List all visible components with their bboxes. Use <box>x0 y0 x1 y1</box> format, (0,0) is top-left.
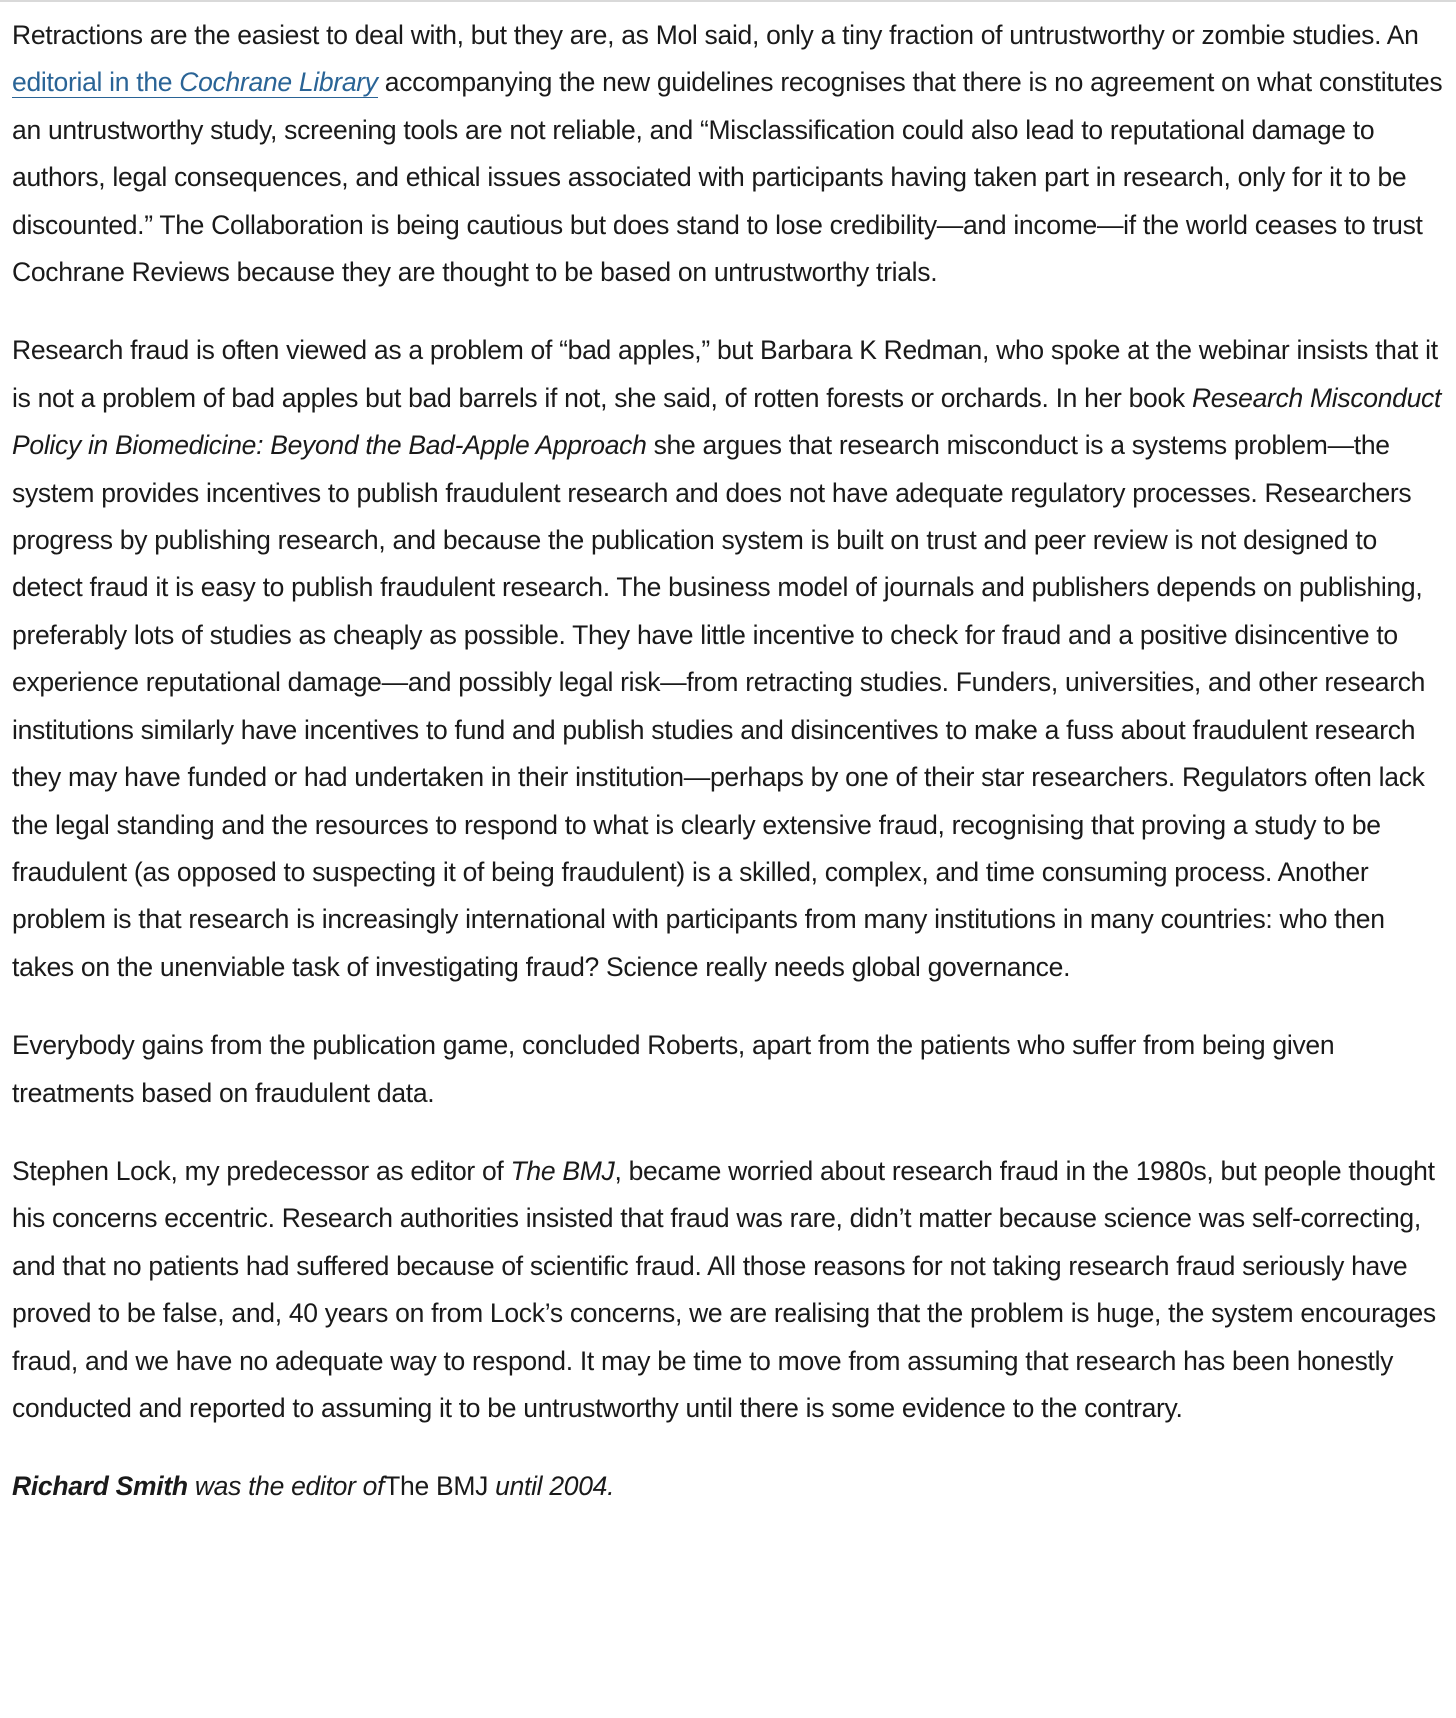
paragraph-text: accompanying the new guidelines recognises that there is no agreement on what constitutes an untrustworthy study, screening tools are not reliable, and “Misclassification could also lead to reputational damage to authors, legal consequences, and ethical issues associated with participants having taken part in research, only for it to be discounted.” The Collaboration is being cautious but does stand to lose credibility—and income—if the world ceases to trust Cochrane Reviews because they are thought to be based on untrustworthy trials. <box>12 67 1443 288</box>
top-divider <box>0 0 1456 2</box>
author-name: Richard Smith <box>12 1471 188 1502</box>
article-body <box>12 12 1444 1511</box>
paragraph-text: , became worried about research fraud in the 1980s, but people thought his concerns eccentric. Research authorities insisted that fraud was rare, didn’t matter because science was self-correcting, and that no patients had suffered because of scientific fraud. All those reasons for not taking research fraud seriously have proved to be false, and, 40 years on from Lock’s concerns, we are realising that the problem is huge, the system encourages fraud, and we have no adequate way to respond. It may be time to move from assuming that research has been honestly conducted and reported to assuming it to be untrustworthy until there is some evidence to the contrary. <box>12 1155 1436 1423</box>
link-text: editorial in the <box>12 67 180 98</box>
book-title: Research Misconduct Policy in Biomedicine: Beyond the Bad-Apple Approach <box>12 382 1442 461</box>
paragraph-text: she argues that research misconduct is a systems problem—the system provides incentives to publish fraudulent research and does not have adequate regulatory processes. Researchers progress by publishing research, and because the publication system is built on trust and peer review is not designed to detect fraud it is easy to publish fraudulent research. The business model of journals and publishers depends on publishing, preferably lots of studies as cheaply as possible. They have little incentive to check for fraud and a positive disincentive to experience reputational damage—and possibly legal risk—from retracting studies. Funders, universities, and other research institutions similarly have incentives to fund and publish studies and disincentives to make a fuss about fraudulent research they may have funded or had undertaken in their institution—perhaps by one of their star researchers. Regulators often lack the legal standing and the resources to respond to what is clearly extensive fraud, recognising that proving a study to be fraudulent (as opposed to suspecting it of being fraudulent) is a skilled, complex, and time consuming process. Another problem is that research is increasingly international with participants from many institutions in many countries: who then takes on the unenviable task of investigating fraud? Science really needs global governance. <box>12 430 1426 982</box>
paragraph-text: Stephen Lock, my predecessor as editor of <box>12 1155 511 1186</box>
paragraph-text: Research fraud is often viewed as a problem of “bad apples,” but Barbara K Redman, who spoke at the webinar insists that it is not a problem of bad apples but bad barrels if not, she said, of rotten forests or orchards. In her book <box>12 335 1438 413</box>
byline-text: was the editor of <box>187 1471 385 1502</box>
paragraph-publication-game: Everybody gains from the publication game, concluded Roberts, apart from the patients who suffer from being given treatments based on fraudulent data. <box>12 1030 1335 1108</box>
author-byline <box>12 1463 1444 1510</box>
paragraph-stephen-lock <box>12 1148 1444 1432</box>
paragraph-text: Retractions are the easiest to deal with, but they are, as Mol said, only a tiny fraction of untrustworthy or zombie studies. An <box>12 20 1419 50</box>
journal-title: The BMJ <box>510 1155 615 1186</box>
byline-text-end: until 2004. <box>488 1471 615 1502</box>
link-text-italic: Cochrane Library <box>179 67 378 98</box>
byline-journal: The BMJ <box>384 1471 489 1502</box>
paragraph-retractions <box>12 12 1444 296</box>
paragraph-research-fraud <box>12 327 1444 991</box>
cochrane-editorial-link[interactable] <box>12 67 378 98</box>
